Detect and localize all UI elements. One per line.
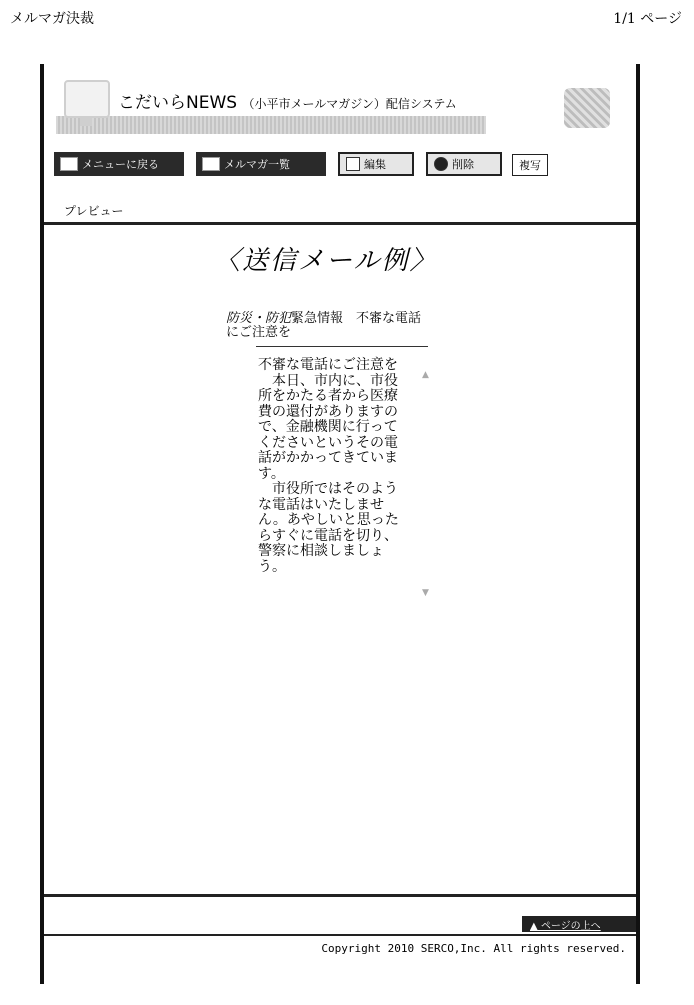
copy-button[interactable] <box>512 154 548 176</box>
preview-label: プレビュー <box>64 204 124 218</box>
mail-body: 不審な電話にご注意を 本日、市内に、市役所をかたる者から医療費の還付がありますので、金融機関に行ってくださいというその電話がかかってきています。 市役所ではそのような電話はいたしません。あやしいと思ったらすぐに電話を切り、警察に相談しましょう。 <box>258 357 399 575</box>
pencil-icon <box>346 157 360 171</box>
copy-label: 複写 <box>519 159 541 172</box>
monitor-logo-icon <box>64 80 110 118</box>
envelope-icon <box>202 157 220 171</box>
system-title-main: こだいらNEWS <box>118 93 238 113</box>
banner-strip <box>56 116 486 134</box>
system-banner <box>56 74 630 138</box>
edit-button[interactable] <box>338 152 414 176</box>
mail-subject-tag: 防災・防犯 <box>226 311 292 326</box>
prohibited-icon <box>434 157 448 171</box>
page-frame <box>40 64 640 984</box>
handwritten-note: 〈送信メール例〉 <box>214 246 438 276</box>
menu-back-label: メニューに戻る <box>82 158 159 171</box>
toolbar <box>54 152 614 178</box>
mail-subject-text: 緊急情報 不審な電話にご注意を <box>226 311 422 340</box>
monitor-icon <box>60 157 78 171</box>
scroll-up-icon[interactable]: ▲ <box>422 370 429 380</box>
footer-rule-top <box>44 894 636 897</box>
subject-divider <box>256 346 428 347</box>
print-header <box>10 8 682 32</box>
menu-back-button[interactable] <box>54 152 184 176</box>
delete-label: 削除 <box>452 158 474 171</box>
magazine-list-button[interactable] <box>196 152 326 176</box>
system-title-sub: （小平市メールマガジン）配信システム <box>242 97 457 111</box>
print-page-number: 1/1 ページ <box>613 11 682 27</box>
mail-subject <box>226 312 426 340</box>
scroll-down-icon[interactable]: ▼ <box>422 588 429 598</box>
system-title <box>118 88 457 113</box>
badge-icon <box>564 88 610 128</box>
delete-button[interactable] <box>426 152 502 176</box>
print-title: メルマガ決裁 <box>10 11 94 27</box>
magazine-list-label: メルマガ一覧 <box>224 158 290 171</box>
page-top-link[interactable]: ▲ ページの上へ <box>522 916 636 932</box>
copyright: Copyright 2010 SERCO,Inc. All rights reserved. <box>321 942 626 955</box>
footer-rule-bottom <box>44 934 636 936</box>
edit-label: 編集 <box>364 158 386 171</box>
preview-divider <box>44 222 636 225</box>
